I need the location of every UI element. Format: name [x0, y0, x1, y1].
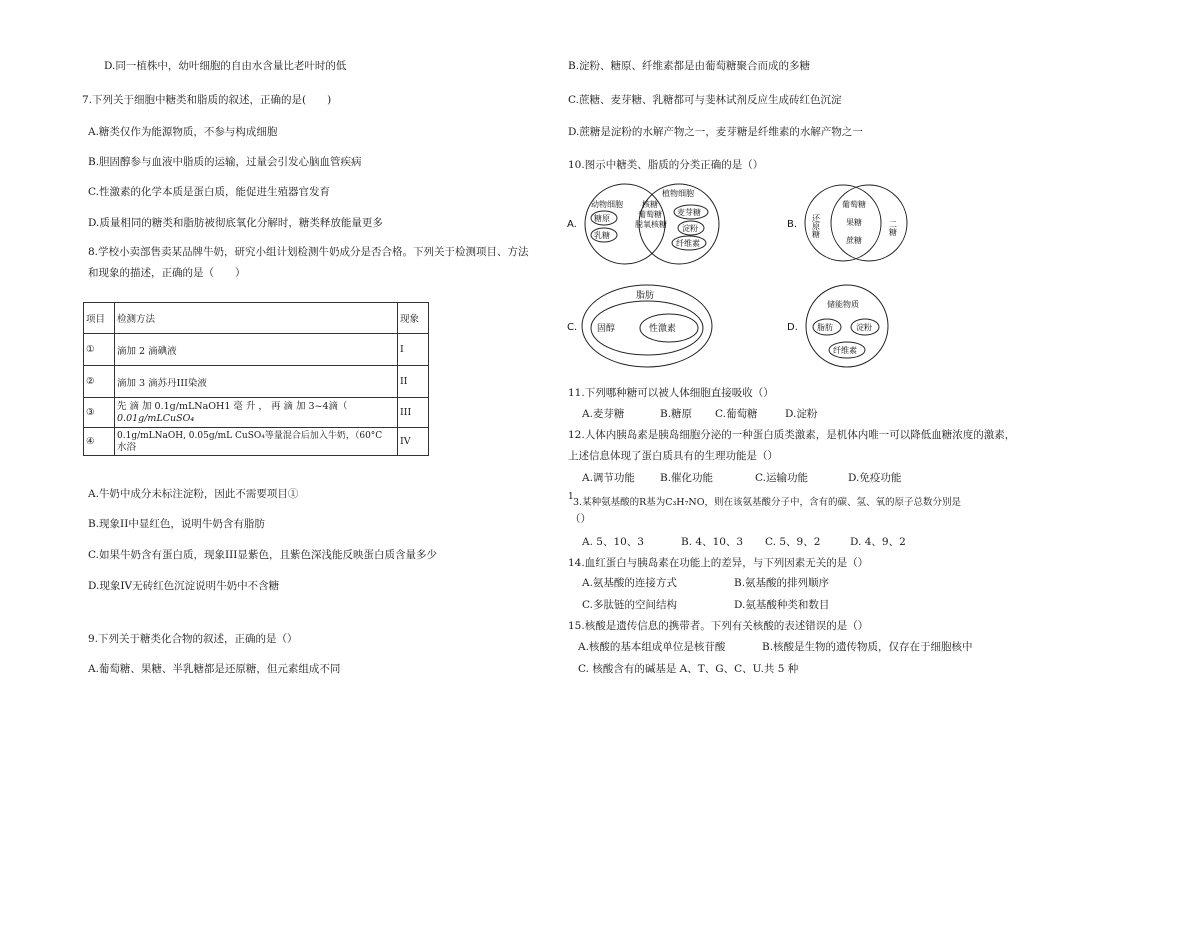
table-row [84, 366, 429, 398]
diagram-a-label: A. [567, 219, 577, 230]
diagram-c-inner1: 固醇 [597, 324, 616, 334]
table-cell-method [115, 398, 398, 428]
q13-option-c: C. 5、9、2 [765, 536, 821, 548]
q15-option-a: A.核酸的基本组成单位是核苷酸 [578, 641, 726, 653]
q14-option-b: B.氨基酸的排列顺序 [734, 577, 830, 589]
table-cell-item: ① [84, 334, 115, 366]
diagram-a-l1: 糖原 [594, 214, 610, 223]
table-row [84, 398, 429, 428]
q12-option-c: C.运输功能 [755, 472, 808, 484]
diagram-a-l2: 乳糖 [594, 231, 610, 240]
table-header-row [84, 303, 429, 334]
q7-option-d: D.质量相同的糖类和脂肪被彻底氧化分解时，糖类释放能量更多 [88, 217, 383, 229]
q11-option-a: A.麦芽糖 [582, 408, 625, 420]
q10-diagram-d [785, 283, 915, 373]
diagram-d-i2: 淀粉 [856, 323, 872, 332]
table-cell-method-line1: 先 滴 加 0.1g/mLNaOH1 毫 升 ， 再 滴 加 3~4滴（ [117, 400, 348, 412]
q10-diagram-b [785, 180, 915, 270]
diagram-c-inner2: 性激素 [649, 324, 677, 334]
q11-option-b: B.糖原 [660, 408, 693, 420]
table-row [84, 334, 429, 366]
diagram-b-mid3: 蔗糖 [846, 236, 862, 245]
q8-table [83, 302, 429, 456]
q13-stem-line2: （） [570, 513, 591, 525]
table-header-method: 检测方法 [115, 303, 398, 334]
q13-option-a: A. 5、10、3 [582, 536, 644, 548]
diagram-d-i1: 脂肪 [817, 323, 833, 332]
diagram-d-i3: 纤维素 [833, 346, 857, 355]
table-cell-item: ④ [84, 428, 115, 456]
q15-stem: 15.核酸是遗传信息的携带者。下列有关核酸的表述错误的是（） [568, 620, 869, 632]
diagram-b-mid1: 葡萄糖 [842, 200, 866, 209]
q10-stem: 10.图示中糖类、脂质的分类正确的是（） [568, 159, 764, 171]
diagram-a-r2: 淀粉 [682, 224, 698, 233]
q11-option-d: D.淀粉 [785, 408, 818, 420]
q13-option-b: B. 4、10、3 [681, 536, 744, 548]
diagram-a-r1: 麦芽糖 [677, 208, 701, 217]
q8-option-c: C.如果牛奶含有蛋白质，现象III显紫色，且紫色深浅能反映蛋白质含量多少 [88, 549, 437, 561]
table-header-result: 现象 [398, 303, 429, 334]
q8-option-a: A.牛奶中成分未标注淀粉，因此不需要项目① [88, 488, 299, 500]
table-cell-result: III [398, 398, 429, 428]
q12-stem-line1: 12.人体内胰岛素是胰岛细胞分泌的一种蛋白质类激素，是机体内唯一可以降低血糖浓度的激素， [568, 429, 1016, 441]
q12-option-d: D.免疫功能 [848, 472, 902, 484]
q12-option-a: A.调节功能 [582, 472, 635, 484]
q9-option-a: A.葡萄糖、果糖、半乳糖都是还原糖，但元素组成不同 [88, 663, 341, 675]
diagram-b-label: B. [787, 219, 798, 230]
q6-option-d: D.同一植株中，幼叶细胞的自由水含量比老叶时的低 [104, 60, 347, 72]
q7-option-b: B.胆固醇参与血液中脂质的运输，过量会引发心脑血管疾病 [88, 156, 362, 168]
q12-option-b: B.催化功能 [660, 472, 714, 484]
q12-stem-line2: 上述信息体现了蛋白质具有的生理功能是（） [568, 450, 778, 462]
diagram-b-left: 还原糖 [811, 214, 821, 238]
diagram-a-mid3: 脱氧核糖 [635, 220, 667, 229]
q11-option-c: C.葡萄糖 [715, 408, 758, 420]
diagram-c-label: C. [567, 322, 578, 333]
q15-option-b: B.核酸是生物的遗传物质，仅存在于细胞核中 [762, 641, 973, 653]
table-cell-method: 滴加 2 滴碘液 [115, 334, 398, 366]
diagram-a-r3: 纤维素 [676, 239, 700, 248]
q9-stem: 9.下列关于糖类化合物的叙述，正确的是（） [88, 633, 298, 645]
q8-stem-line2: 和现象的描述，正确的是（ ） [88, 267, 246, 279]
diagram-d-outer: 储能物质 [827, 300, 859, 309]
table-cell-result: IV [398, 428, 429, 456]
table-cell-method-line2: 0.01g/mLCuSO₄ [117, 412, 195, 424]
q9-option-d: D.蔗糖是淀粉的水解产物之一，麦芽糖是纤维素的水解产物之一 [568, 126, 863, 138]
q9-option-c: C.蔗糖、麦芽糖、乳糖都可与斐林试剂反应生成砖红色沉淀 [568, 94, 842, 106]
table-row [84, 428, 429, 456]
q13-number-fragment: 1 [568, 492, 574, 502]
q10-diagram-c [565, 283, 725, 373]
q7-option-c: C.性激素的化学本质是蛋白质，能促进生殖器官发育 [88, 186, 330, 198]
table-cell-result: I [398, 334, 429, 366]
q8-option-b: B.现象II中显红色，说明牛奶含有脂肪 [88, 518, 265, 530]
q7-stem: 7.下列关于细胞中糖类和脂质的叙述，正确的是( ) [82, 94, 332, 106]
diagram-a-right-title: 植物细胞 [662, 189, 694, 198]
q8-option-d: D.现象IV无砖红色沉淀说明牛奶中不含糖 [88, 580, 280, 592]
table-header-item: 项目 [84, 303, 115, 334]
q7-option-a: A.糖类仅作为能源物质，不参与构成细胞 [88, 126, 278, 138]
table-cell-method: 滴加 3 滴苏丹III染液 [115, 366, 398, 398]
diagram-b-mid2: 果糖 [846, 218, 862, 227]
q14-option-a: A.氨基酸的连接方式 [582, 577, 677, 589]
table-cell-method-line1: 0.1g/mLNaOH, 0.05g/mL CuSO₄等量混合后加入牛奶，（60°C [117, 430, 383, 441]
diagram-b-right: 二糖 [888, 220, 898, 236]
diagram-c-outer: 脂肪 [636, 291, 655, 301]
table-cell-item: ③ [84, 398, 115, 428]
q13-stem-line1: 3.某种氨基酸的R基为C₃H₇NO，则在该氨基酸分子中，含有的碳、氢、氧的原子总数分别是 [573, 497, 961, 508]
table-cell-method [115, 428, 398, 456]
diagram-d-label: D. [787, 322, 798, 333]
diagram-a-mid2: 葡萄糖 [638, 210, 662, 219]
q14-option-d: D.氨基酸种类和数目 [734, 599, 830, 611]
diagram-a-mid1: 核糖 [642, 200, 658, 209]
q8-stem-line1: 8.学校小卖部售卖某品牌牛奶，研究小组计划检测牛奶成分是否合格。下列关于检测项目、方法 [88, 246, 529, 258]
diagram-a-left-title: 动物细胞 [591, 200, 623, 209]
q13-option-d: D. 4、9、2 [850, 536, 906, 548]
q11-stem: 11.下列哪种糖可以被人体细胞直接吸收（） [568, 387, 774, 399]
q10-diagram-a [565, 180, 725, 270]
q14-stem: 14.血红蛋白与胰岛素在功能上的差异，与下列因素无关的是（） [568, 557, 869, 569]
q14-option-c: C.多肽链的空间结构 [582, 599, 677, 611]
table-cell-item: ② [84, 366, 115, 398]
table-cell-result: II [398, 366, 429, 398]
q15-option-c: C. 核酸含有的碱基是 A、T、G、C、U.共 5 种 [578, 663, 799, 675]
q9-option-b: B.淀粉、糖原、纤维素都是由葡萄糖聚合而成的多糖 [568, 60, 811, 72]
table-cell-method-line2: 水浴 [117, 441, 137, 453]
